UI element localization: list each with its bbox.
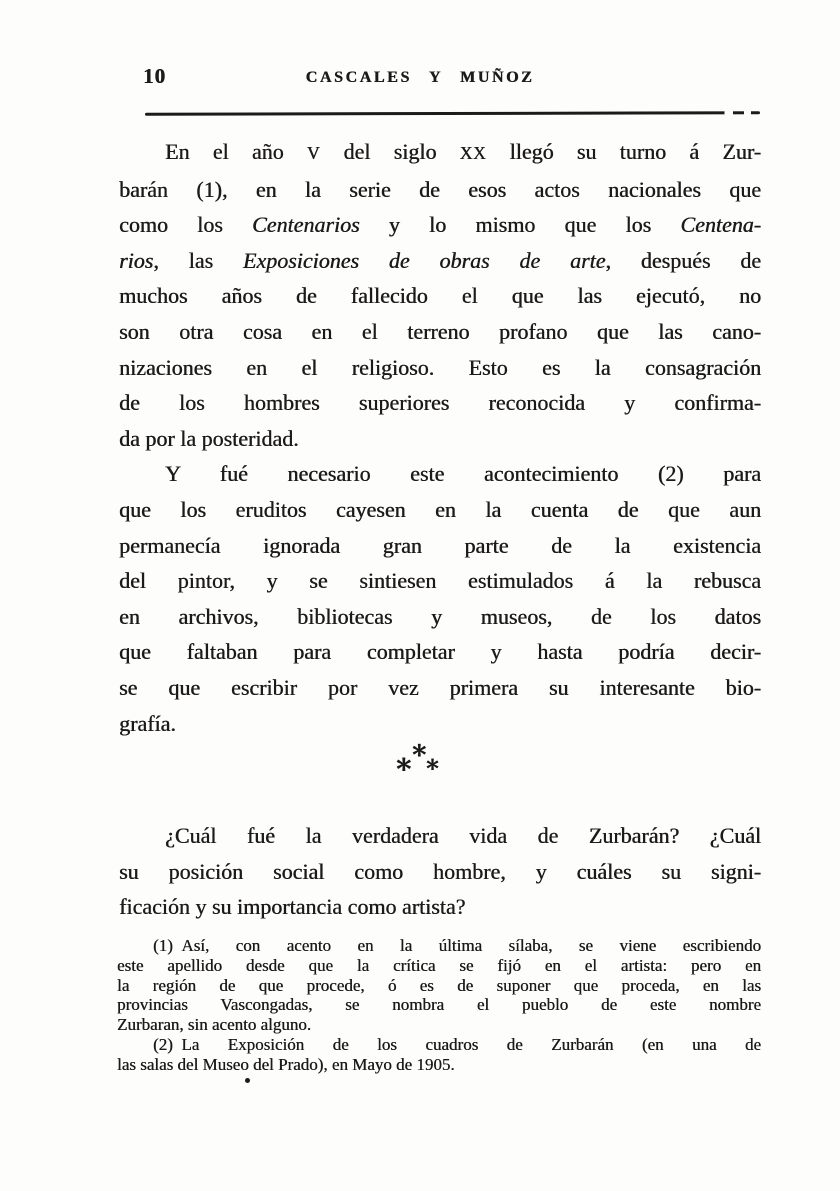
text-line: permanecía ignorada gran parte de la existencia [119,532,761,558]
footnotes-block [117,936,761,1075]
asterisk-icon: * [426,754,439,783]
paragraph-2 [119,456,761,741]
text-line: da por la posteridad. [119,425,299,451]
asterisk-icon: * [396,752,412,786]
text-line: En el año V del siglo XX llegó su turno á Zur- [165,139,761,164]
paragraph-1 [119,134,761,456]
asterisk-icon: * [412,740,427,771]
paragraph-3 [119,818,761,925]
text-line: rios, las Exposiciones de obras de arte, después de [119,247,761,273]
header-rule [145,111,760,116]
text-line: provincias Vascongadas, se nombra el pueblo de este nombre [117,995,761,1015]
text-line: (1) Así, con acento en la última sílaba, se viene escribiendo [153,936,761,955]
text-line: nizaciones en el religioso. Esto es la consagración [119,354,761,380]
text-line: su posición social como hombre, y cuáles su signi- [119,858,761,884]
text-line: ¿Cuál fué la verdadera vida de Zurbarán? ¿Cuál [165,823,761,848]
text-line: en archivos, bibliotecas y museos, de los datos [119,603,761,629]
text-line: ficación y su importancia como artista? [119,894,466,920]
text-line: este apellido desde que la crítica se fijó en el artista: pero en [117,955,761,975]
text-line: que los eruditos cayesen en la cuenta de que aun [119,496,761,522]
text-line: (2) La Exposición de los cuadros de Zurbarán (en una de [153,1034,761,1054]
text-line: barán (1), en la serie de esos actos nacionales que [119,176,761,202]
text-line: son otra cosa en el terreno profano que las cano- [119,318,761,344]
text-line: Zurbaran, sin acento alguno. [117,1015,312,1035]
text-line: muchos años de fallecido el que las ejecutó, no [119,283,761,309]
asterism-inner [396,740,443,788]
text-line: que faltaban para completar y hasta podría decir- [119,639,761,665]
asterism-ornament [0,740,840,788]
text-line: se que escribir por vez primera su interesante bio- [119,674,761,700]
text-line: del pintor, y se sintiesen estimulados á la rebusca [119,568,761,594]
text-line: la región de que procede, ó es de suponer que proceda, en las [117,975,761,995]
page-number: 10 [143,64,166,88]
main-text-block [119,134,761,741]
footnote-1 [117,936,761,1035]
ink-dot [245,1078,250,1083]
running-title: CASCALES Y MUÑOZ [305,69,535,86]
text-line: grafía. [119,710,176,736]
text-line: como los Centenarios y lo mismo que los Centena- [119,212,761,238]
text-line: Y fué necesario este acontecimiento (2) para [165,461,761,487]
footnote-2 [117,1035,761,1075]
text-line: las salas del Museo del Prado), en Mayo de 1905. [117,1054,455,1074]
text-line: de los hombres superiores reconocida y confirma- [119,390,761,416]
